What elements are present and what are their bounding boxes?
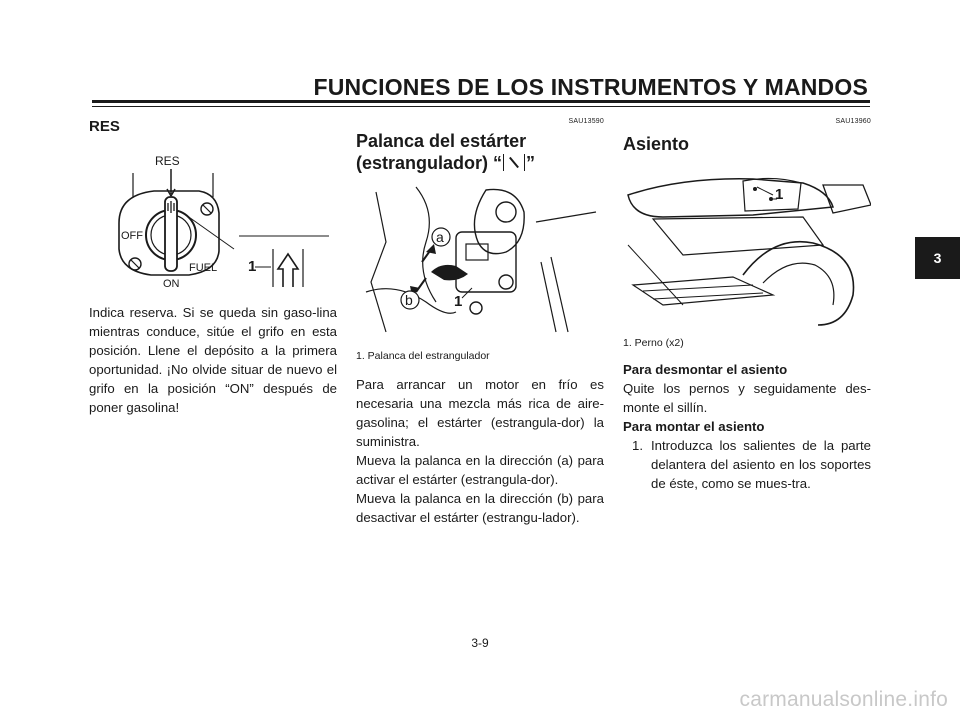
- res-body-text: Indica reserva. Si se queda sin gaso-lina mientras conduce, sitúe el grifo en esta posición. Llene el depósito a la primera oportunidad. ¡No olvide situar de nuevo el grifo en la posición “ON” después de poner gasolina!: [89, 305, 337, 415]
- page-number: 3-9: [471, 636, 489, 650]
- choke-title: [356, 130, 604, 174]
- page-header-title: FUNCIONES DE LOS INSTRUMENTOS Y MANDOS: [313, 74, 868, 100]
- fig-label-res: RES: [155, 154, 180, 168]
- choke-figure-caption: 1. Palanca del estrangulador: [356, 350, 490, 362]
- header-rule-thin: [92, 106, 870, 107]
- section-code: SAU13960: [835, 118, 871, 125]
- watermark: carmanualsonline.info: [739, 688, 948, 711]
- step-number: 1.: [632, 438, 643, 453]
- fig-label-fuel: FUEL: [189, 262, 218, 274]
- column-res: [89, 118, 337, 417]
- fig-callout-1: 1: [248, 258, 257, 275]
- fig-label-b: b: [405, 292, 413, 308]
- choke-symbol-icon: [503, 154, 525, 171]
- choke-paragraph: Mueva la palanca en la dirección (a) para activar el estárter (estrangula-dor).: [356, 453, 604, 487]
- fig-label-off: OFF: [121, 230, 143, 242]
- install-seat-subhead: Para montar el asiento: [623, 419, 765, 434]
- column-choke: [356, 118, 604, 527]
- fuel-cock-figure: [89, 139, 337, 287]
- column-seat: [623, 118, 871, 493]
- chapter-tab: 3: [915, 237, 960, 279]
- choke-paragraph: Para arrancar un motor en frío es necesaria una mezcla más rica de aire-gasolina; el estárter (estrangula-dor) la suministra.: [356, 377, 604, 449]
- fig-label-on: ON: [163, 278, 180, 287]
- choke-title-line2-prefix: (estrangulador) “: [356, 153, 503, 173]
- seat-figure-caption: 1. Perno (x2): [623, 337, 684, 349]
- seat-title: Asiento: [623, 134, 690, 154]
- fig-callout-1: 1: [454, 293, 463, 310]
- seat-figure: [623, 165, 871, 327]
- section-code: SAU13590: [568, 118, 604, 125]
- choke-paragraph: Mueva la palanca en la dirección (b) para desactivar el estárter (estrangu-lador).: [356, 491, 604, 525]
- remove-seat-subhead: Para desmontar el asiento: [623, 362, 788, 377]
- choke-title-line2-suffix: ”: [526, 153, 536, 173]
- step-text: Introduzca los salientes de la parte delantera del asiento en los soportes de éste, como se mues-tra.: [651, 438, 871, 491]
- fig-callout-1: 1: [775, 186, 784, 203]
- choke-lever-figure: [356, 182, 604, 340]
- fig-label-a: a: [436, 229, 444, 245]
- choke-title-line1: Palanca del estárter: [356, 131, 527, 151]
- remove-seat-text: Quite los pernos y seguidamente des-monte el sillín.: [623, 381, 871, 415]
- res-heading: RES: [89, 118, 120, 135]
- header-rule: [92, 100, 870, 103]
- install-step: [623, 436, 871, 493]
